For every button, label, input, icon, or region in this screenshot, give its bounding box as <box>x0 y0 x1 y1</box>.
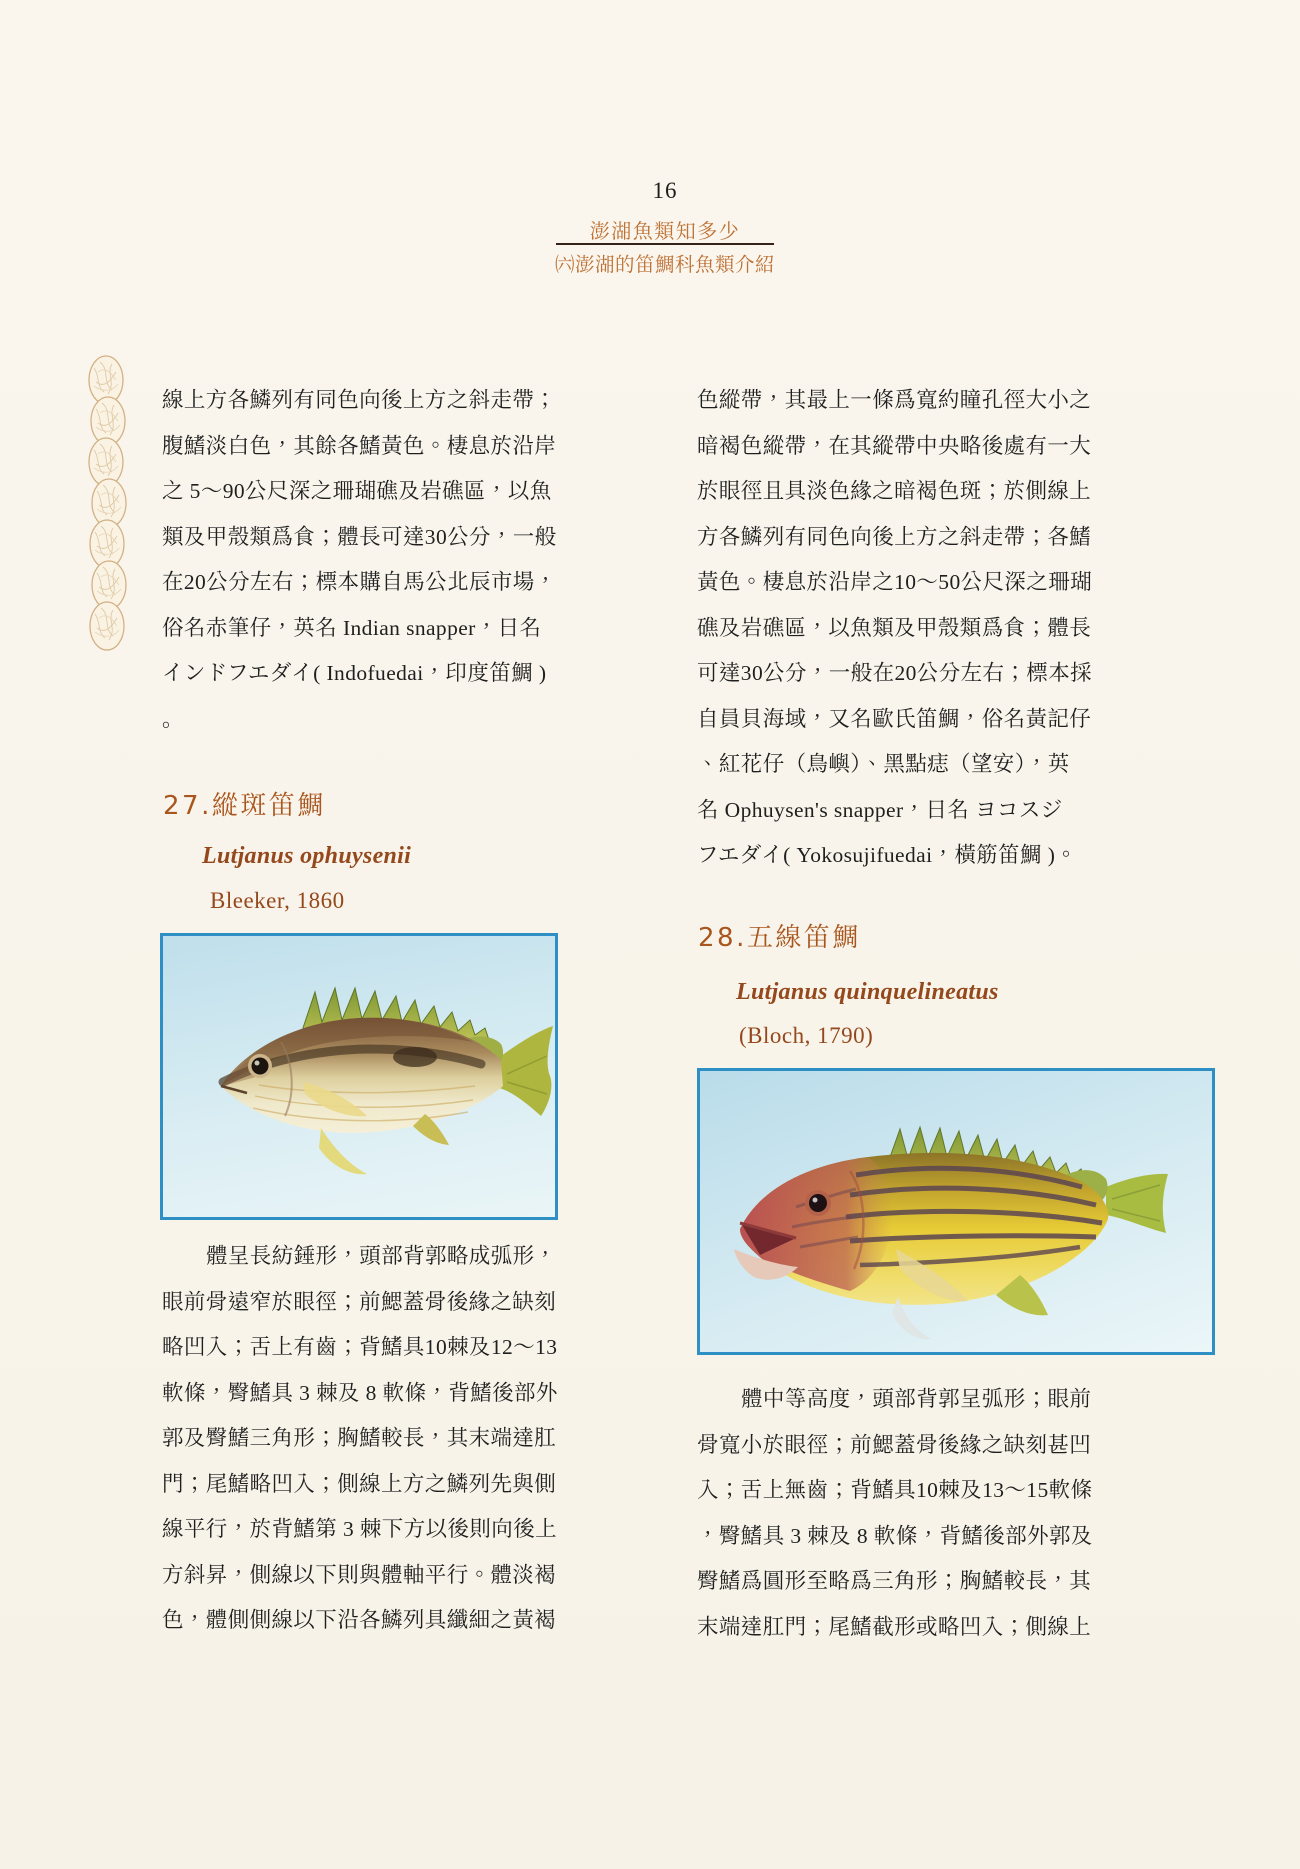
text-line: 郭及臀鰭三角形；胸鰭較長，其末端達肛 <box>162 1426 557 1450</box>
text-line: 黃色。棲息於沿岸之10～50公尺深之珊瑚 <box>697 570 1093 594</box>
text-line: 俗名赤筆仔，英名 Indian snapper，日名 <box>162 615 542 640</box>
text-line: 臀鰭爲圓形至略爲三角形；胸鰭較長，其 <box>697 1569 1092 1593</box>
text-line: 。 <box>162 706 184 731</box>
text-line: 色，體側側線以下沿各鱗列具纖細之黃褐 <box>162 1608 557 1632</box>
text-line: 於眼徑且具淡色緣之暗褐色斑；於側線上 <box>697 479 1092 503</box>
text-line: フエダイ( Yokosujifuedai，橫筋笛鯛 )。 <box>697 843 1078 867</box>
text-line: 、紅花仔（鳥嶼）、黑點痣（望安），英 <box>697 752 1070 776</box>
bead-chain-ornament-icon <box>76 350 138 680</box>
text-line: 在20公分左右；標本購自馬公北辰市場， <box>162 570 557 594</box>
species-27-heading: 27.縱斑笛鯛 <box>163 791 326 821</box>
text-line: 類及甲殼類爲食；體長可達30公分，一般 <box>162 524 557 549</box>
header-underline <box>556 243 774 245</box>
page-number: 16 <box>652 178 678 203</box>
text-line: 眼前骨遠窄於眼徑；前鰓蓋骨後緣之缺刻 <box>162 1289 557 1314</box>
fish-illustration-lutjanus-quinquelineatus <box>700 1071 1212 1352</box>
species-28-scientific-name: Lutjanus quinquelineatus <box>736 979 999 1005</box>
text-line: 可達30公分，一般在20公分左右；標本採 <box>697 661 1093 685</box>
text-line: 門；尾鰭略凹入；側線上方之鱗列先與側 <box>162 1471 557 1496</box>
species-28-heading: 28.五線笛鯛 <box>698 923 861 953</box>
text-line: 暗褐色縱帶，在其縱帶中央略後處有一大 <box>697 433 1092 458</box>
text-line: ，臀鰭具 3 棘及 8 軟條，背鰭後部外郭及 <box>697 1523 1093 1548</box>
right-paragraph-continued <box>697 378 1127 879</box>
text-line: 方斜昇，側線以下則與體軸平行。體淡褐 <box>162 1562 557 1587</box>
left-paragraph-continued <box>162 378 592 742</box>
fish-illustration-lutjanus-ophuysenii <box>163 936 555 1217</box>
text-line: 入；舌上無齒；背鰭具10棘及13～15軟條 <box>697 1478 1093 1502</box>
right-paragraph-description <box>697 1377 1127 1650</box>
text-line: 體中等高度，頭部背郭呈弧形；眼前 <box>741 1387 1092 1411</box>
text-line: 末端達肛門；尾鰭截形或略凹入；側線上 <box>697 1614 1092 1639</box>
text-line: 礁及岩礁區，以魚類及甲殼類爲食；體長 <box>697 615 1092 640</box>
text-line: 體呈長紡錘形，頭部背郭略成弧形， <box>206 1244 557 1268</box>
text-line: 軟條，臀鰭具 3 棘及 8 軟條，背鰭後部外 <box>162 1380 558 1405</box>
text-line: インドフエダイ( Indofuedai，印度笛鯛 ) <box>162 661 547 685</box>
text-line: 之 5～90公尺深之珊瑚礁及岩礁區，以魚 <box>162 479 552 503</box>
species-27-scientific-name: Lutjanus ophuysenii <box>202 843 412 869</box>
species-27-photo <box>160 933 558 1220</box>
text-line: 自員貝海域，又名歐氏笛鯛，俗名黃記仔 <box>697 706 1092 731</box>
text-line: 略凹入；舌上有齒；背鰭具10棘及12～13 <box>162 1335 558 1359</box>
text-line: 腹鰭淡白色，其餘各鰭黃色。棲息於沿岸 <box>162 433 557 458</box>
left-paragraph-description <box>162 1234 592 1644</box>
species-28-photo <box>697 1068 1215 1355</box>
chapter-subtitle: ㈥澎湖的笛鯛科魚類介紹 <box>554 253 775 276</box>
species-28-author: (Bloch, 1790) <box>739 1023 874 1048</box>
text-line: 名 Ophuysen's snapper，日名 ヨコスジ <box>697 797 1063 822</box>
book-title: 澎湖魚類知多少 <box>589 219 741 243</box>
text-line: 骨寬小於眼徑；前鰓蓋骨後緣之缺刻甚凹 <box>697 1432 1092 1457</box>
text-line: 色縱帶，其最上一條爲寬約瞳孔徑大小之 <box>697 388 1092 412</box>
species-27-author: Bleeker, 1860 <box>210 888 345 913</box>
text-line: 線平行，於背鰭第 3 棘下方以後則向後上 <box>162 1517 558 1541</box>
text-line: 線上方各鱗列有同色向後上方之斜走帶； <box>162 388 557 412</box>
text-line: 方各鱗列有同色向後上方之斜走帶；各鰭 <box>697 524 1092 549</box>
